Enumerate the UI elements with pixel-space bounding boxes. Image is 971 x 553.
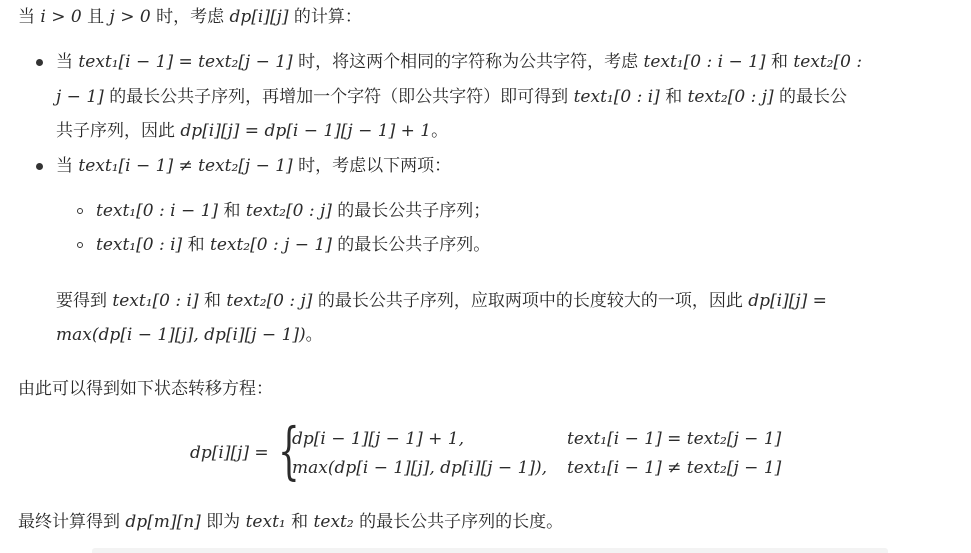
equation-lhs: dp[i][j] =	[190, 443, 269, 463]
case1-condition: text₁[i − 1] = text₂[j − 1]	[567, 429, 782, 449]
bullet-text: 当	[56, 52, 73, 72]
conclusion-text: 和	[291, 512, 309, 532]
transition-intro: 由此可以得到如下状态转移方程：	[18, 379, 273, 399]
bullet2-line	[56, 154, 451, 178]
math-expression: max(dp[i − 1][j], dp[i][j − 1])	[56, 325, 306, 345]
math-expression: dp[i][j]	[229, 7, 289, 27]
intro-text: 当	[18, 7, 35, 27]
case1-expression: dp[i − 1][j − 1] + 1,	[292, 429, 465, 449]
bullet-text: 时，考虑以下两项：	[298, 156, 452, 176]
bullet-circle	[77, 208, 83, 214]
case2-condition: text₁[i − 1] ≠ text₂[j − 1]	[567, 458, 782, 478]
math-expression: text₁[0 : i]	[573, 87, 660, 107]
conclusion-text: 最终计算得到	[18, 512, 120, 532]
para-text: 。	[305, 325, 323, 345]
code-block-edge	[92, 548, 888, 553]
math-expression: text₂[0 : j − 1]	[210, 235, 332, 255]
math-expression: text₂	[313, 512, 354, 532]
math-expression: text₁[0 : i − 1]	[96, 201, 219, 221]
math-expression: text₂[0 : j]	[226, 291, 313, 311]
bullet-text: 当	[56, 156, 73, 176]
conclusion-text: 即为	[206, 512, 241, 532]
bullet-text: 和	[187, 235, 205, 255]
math-expression: text₁[i − 1] = text₂[j − 1]	[78, 52, 293, 72]
intro-text: 时，考虑	[156, 7, 225, 27]
intro-line	[18, 5, 362, 29]
bullet-text: 和	[223, 201, 241, 221]
bullet1-line2	[56, 85, 847, 109]
bullet-text: 时，将这两个相同的字符称为公共字符，考虑	[298, 52, 639, 72]
math-expression: text₁[0 : i]	[96, 235, 183, 255]
math-expression: j − 1]	[56, 87, 104, 107]
para-line1	[56, 289, 827, 313]
para-text: 要得到	[56, 291, 107, 311]
bullet-text: 和	[665, 87, 683, 107]
para-line2	[56, 323, 323, 347]
bullet-dot	[36, 163, 43, 170]
left-brace: {	[278, 414, 300, 487]
intro-text: 且	[87, 7, 105, 27]
bullet-text: 的最长公	[779, 87, 848, 107]
bullet1-line1	[56, 50, 862, 74]
case2-expression: max(dp[i − 1][j], dp[i][j − 1]),	[292, 458, 548, 478]
math-expression: dp[m][n]	[125, 512, 201, 532]
bullet-text: 的最长公共子序列，再增加一个字符（即公共字符）即可得到	[109, 87, 569, 107]
math-expression: text₁	[245, 512, 286, 532]
math-expression: j > 0	[109, 7, 151, 27]
intro-text: 的计算：	[293, 7, 362, 27]
sub-bullet1-line	[96, 199, 490, 223]
math-expression: text₂[0 :	[793, 52, 863, 72]
math-expression: text₂[0 : j]	[245, 201, 332, 221]
math-expression: dp[i][j] = dp[i − 1][j − 1] + 1	[180, 121, 432, 141]
math-expression: text₁[i − 1] ≠ text₂[j − 1]	[78, 156, 293, 176]
math-expression: text₂[0 : j]	[687, 87, 774, 107]
para-text: 的最长公共子序列，应取两项中的长度较大的一项，因此	[317, 291, 743, 311]
math-expression: dp[i][j] =	[748, 291, 827, 311]
conclusion-line	[18, 510, 563, 534]
bullet-dot	[36, 59, 43, 66]
bullet1-line3	[56, 119, 448, 143]
sub-bullet2-line	[96, 233, 490, 257]
math-expression: i > 0	[40, 7, 82, 27]
bullet-text: 和	[770, 52, 788, 72]
conclusion-text: 的最长公共子序列的长度。	[359, 512, 564, 532]
bullet-text: 的最长公共子序列；	[337, 201, 491, 221]
math-expression: text₁[0 : i]	[112, 291, 199, 311]
bullet-text: 的最长公共子序列。	[337, 235, 491, 255]
bullet-circle	[77, 242, 83, 248]
math-expression: text₁[0 : i − 1]	[643, 52, 766, 72]
bullet-text: 共子序列，因此	[56, 121, 175, 141]
para-text: 和	[204, 291, 221, 311]
bullet-text: 。	[431, 121, 449, 141]
